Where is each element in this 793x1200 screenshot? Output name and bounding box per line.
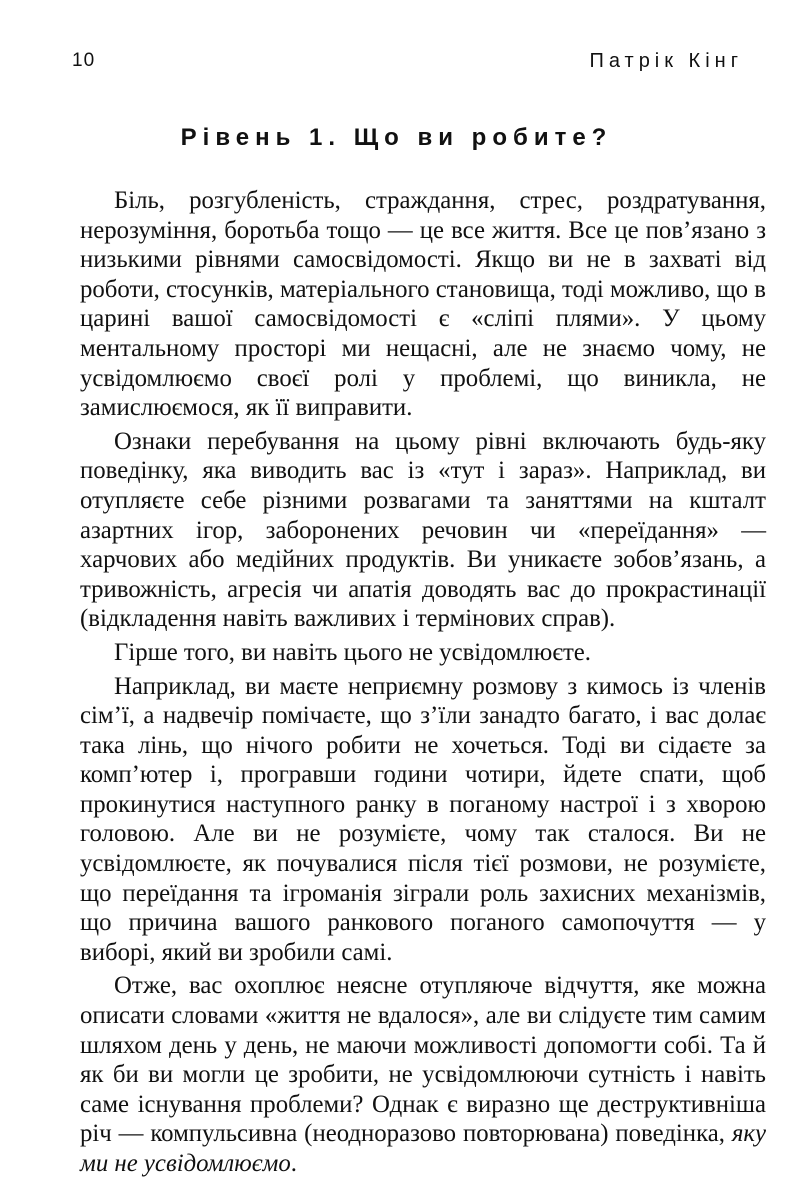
paragraph-5 <box>80 971 766 1178</box>
paragraph-3: Гірше того, ви навіть цього не усвідомлюєте. <box>114 638 592 666</box>
paragraph-5-text: Отже, вас охоплює неясне отупляюче відчуття, яке можна описати словами «життя не вдалося», але ви слідуєте тим самим шляхом день у день, не маючи можливості допомогти собі. Та й як би ви могли це зробити, не усвідомлюючи сутність і навіть саме існування проблеми? Однак є виразно ще деструктивніша річ — компульсивна (неодноразово повторювана) поведінка, <box>80 972 766 1148</box>
page-number: 10 <box>72 50 96 71</box>
running-head-author: Патрік Кінг <box>589 50 743 72</box>
paragraph-5-tail: . <box>290 1150 297 1177</box>
chapter-title: Рівень 1. Що ви робите? <box>180 124 613 151</box>
paragraph-2: Ознаки перебування на цьому рівні включають будь-яку поведінку, яка виводить вас із «тут і зараз». Наприклад, ви отупляєте себе різними розвагами та заняттями на кшталт азартних ігор, заборонених речовин чи «переїдання» — харчових або медійних продуктів. Ви уникаєте зобов’язань, а тривожність, агресія чи апатія доводять вас до прокрастинації (відкладення навіть важливих і термінових справ). <box>80 427 766 633</box>
body-text <box>80 186 766 1179</box>
paragraph-4: Наприклад, ви маєте неприємну розмову з кимось із членів сім’ї, а надвечір помічаєте, що з’їли занадто багато, і вас долає така лінь, що нічого робити не хочеться. Тоді ви сідаєте за комп’ютер і, програвши години чотири, йдете спати, щоб прокинутися наступного ранку в поганому настрої і з хворою головою. Але ви не розумієте, чому так сталося. Ви не усвідомлюєте, як почувалися після тієї розмови, не розумієте, що переїдання та ігроманія зіграли роль захисних механізмів, що причина вашого ранкового поганого самопочуття — у виборі, який ви зробили самі. <box>80 672 766 966</box>
paragraph-5-emphasis: яку ми не усвідомлюємо <box>80 1120 766 1177</box>
paragraph-1: Біль, розгубленість, страждання, стрес, роздратування, нерозуміння, боротьба тощо — це все життя. Все це пов’язано з низькими рівнями самосвідомості. Якщо ви не в захваті від роботи, стосунків, матеріального становища, тоді можливо, що в царині вашої самосвідомості є «сліпі плями». У цьому ментальному просторі ми нещасні, але не знаємо чому, не усвідомлюємо своєї ролі у проблемі, що виникла, не замислюємося, як її виправити. <box>80 187 766 422</box>
